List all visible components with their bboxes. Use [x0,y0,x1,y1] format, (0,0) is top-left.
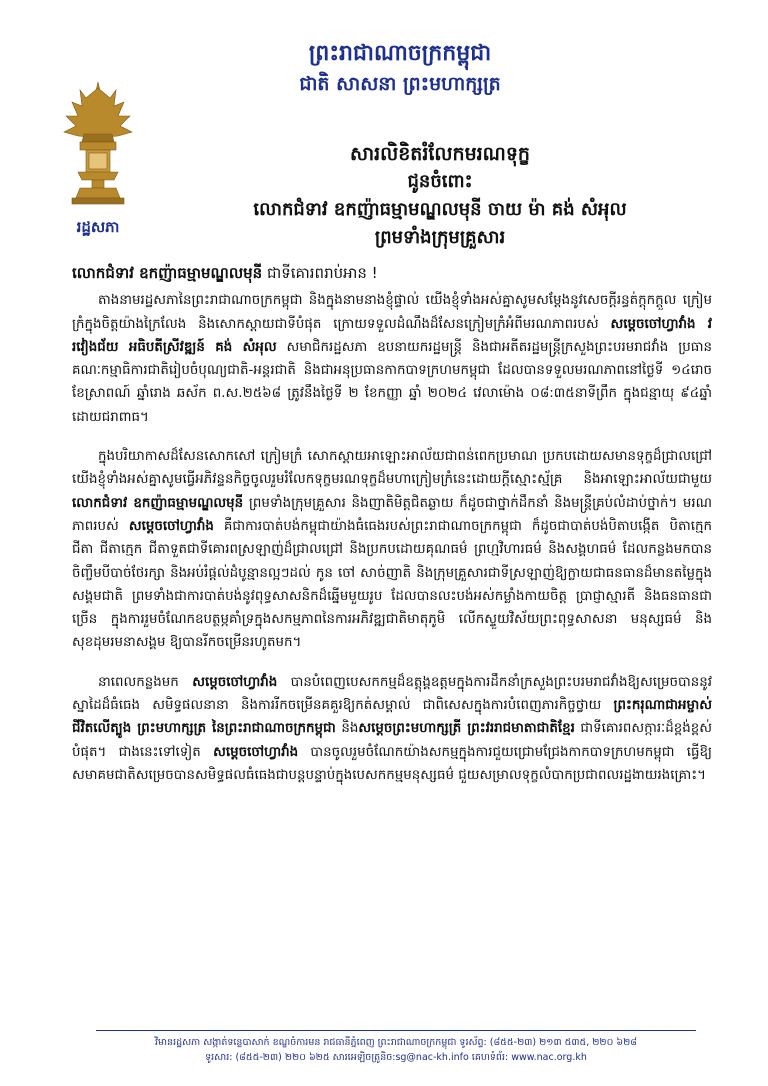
footer-address: វិមានរដ្ឋសភា សង្កាត់ទន្លេបាសាក់ ខណ្ឌចំការមន រាជធានីភ្នំពេញ ព្រះរាជាណាចក្រកម្ពុជា ទូរស័ព្ទ: (៨៥៥-២៣) ២១៣ ៥៣៥, ២២០ ៦២៨ [155,1037,637,1048]
salutation-name: លោកជំទាវ ឧកញ៉ាធម្មាមណ្ឌលមុនី [72,264,263,282]
paragraph-3-emphasis-queen: សម្តេចព្រះមហាក្សត្រី ព្រះវររាជមាតាជាតិខ្មែរ [358,721,575,737]
footer-contact: ទូរសារ: (៨៥៥-២៣) ២២០ ៦២៥ សារអេឡិចត្រូនិច:sg@nac-kh.info គេហទំព័រ: www.nac.org.kh [205,1052,587,1063]
paragraph-1-text-cont: សមាជិករដ្ឋសភា ឧបនាយករដ្ឋមន្ត្រី និងជាអតីតរដ្ឋមន្ត្រីក្រសួងព្រះបរមរាជវាំង ប្រធានគណៈកម្មាធិការជាតិរៀបចំបុណ្យជាតិ-អន្តរជាតិ និងជាអនុប្រធានកាកបាទក្រហមកម្ពុជា ដែលបានទទួលមរណភាពនៅថ្ងៃទី ១៤រោច ខែស្រាពណ៍ ឆ្នាំរោង ឆស័ក ព.ស.២៥៦៨ ត្រូវនឹងថ្ងៃទី ២ ខែកញ្ញា ឆ្នាំ ២០២៤ វេលាម៉ោង ០៨:៣៥នាទីព្រឹក ក្នុងជន្មាយុ ៩៤ឆ្នាំ ដោយជរាពាធ។ [72,339,712,425]
footer-divider [96,1030,696,1031]
recipient-name: លោកជំទាវ ឧកញ៉ាធម្មាមណ្ឌលមុនី ចាយ ម៉ា គង់ សំអុល [253,199,627,220]
letter-body [72,262,712,803]
salutation [72,262,712,285]
footer [96,1035,696,1065]
paragraph-3-text-mid: ជាទីគោរពសក្ការៈដ៏ខ្ពង់ខ្ពស់បំផុត។ ជាងនេះទៅទៀត [72,721,713,760]
letterhead [250,38,550,98]
paragraph-3 [72,671,712,787]
paragraph-3-text-cont: បានបំពេញបេសកកម្មដ៏ឧត្តុង្គឧត្តមក្នុងការដឹកនាំក្រសួងព្រះបរមរាជវាំងឱ្យសម្រេចបាននូវស្នាដៃដ៏ធំធេង សមិទ្ធផលនានា និងការរីកចម្រើនគគួរឱ្យកត់សម្គាល់ ជាពិសេសក្នុងការបំពេញភារកិច្ចថ្វាយ [72,674,712,714]
national-motto: ជាតិ សាសនា ព្រះមហាក្សត្រ [299,73,501,95]
paragraph-2-text-cont: ព្រមទាំងក្រុមគ្រួសារ និងញាតិមិត្តជិតឆ្ងាយ ក៏ដូចជាថ្នាក់ដឹកនាំ និងមន្ត្រីគ្រប់លំដាប់ថ្នាក់។ មរណភាពរបស់ [72,495,712,534]
paragraph-3-text-end: បានចូលរួមចំណែកយ៉ាងសកម្មក្នុងការជួយជ្រោមជ្រែងកាកបាទក្រហមកម្ពុជា ធ្វើឱ្យសមាគមជាតិសម្រេចបានសមិទ្ធផលធំធេងជាបន្តបន្ទាប់ក្នុងបេសកកម្មមនុស្សធម៌ ជួយសម្រាលទុក្ខលំបាកប្រជាពលរដ្ឋងាយរងគ្រោះ។ [72,744,712,783]
paragraph-3-emphasis: សម្តេចចៅហ្វាវាំង [192,674,278,690]
salutation-rest: ជាទីគោរពរាប់អាន ! [262,264,378,282]
paragraph-3-emphasis-king: ព្រះករុណាជាអម្ចាស់ជីវិតលើត្បូង ព្រះមហាក្សត្រ នៃព្រះរាជាណាចក្រកម្ពុជា [72,698,712,737]
paragraph-3-and: និង [335,721,359,737]
institution-label: រដ្ឋសភា [76,218,120,236]
paragraph-1 [72,289,712,429]
paragraph-3-text: នាពេលកន្លងមក [98,674,193,690]
paragraph-2-text: ក្នុងបរិយាកាសដ៏សែនសោកសៅ ក្រៀមក្រំ សោកស្តាយអាឡោះអាល័យជាពន់ពេកប្រមាណ ប្រកបដោយសមានទុក្ខដ៏ជ្រាលជ្រៅ យើងខ្ញុំទាំងអស់គ្នាសូមធ្វើអភិវន្ទនកិច្ចចូលរួមរំលែកទុក្ខមរណទុក្ខដ៏មហាក្រៀមក្រំនេះដោយក្តីស្មោះស្ម័គ្រ និងអាឡោះអាល័យជាមួយ [72,449,712,488]
paragraph-2-emphasis: លោកជំទាវ ឧកញ៉ាធម្មាមណ្ឌលមុនី [72,495,244,511]
royal-emblem-icon [58,80,138,210]
paragraph-2-text-end: គឺជាការបាត់បង់កម្ពុជាយ៉ាងធំធេងរបស់ព្រះរាជាណាចក្រកម្ពុជា ក៏ដូចជាបាត់បង់បិតាបង្កើត បិតាក្មេក ជីតា ជីតាក្មេក ជីតាទួតជាទីគោរពស្រឡាញ់ដ៏ជ្រាលជ្រៅ និងប្រកបដោយគុណធម៌ ព្រហ្មវិហារធម៌ និងសង្គហធម៌ ដែលកន្លងមកបានចិញ្ចឹមបីបាច់ថែរក្សា និងអប់រំផ្តល់ដំបូន្មានល្អៗដល់ កូន ចៅ សាច់ញាតិ និងក្រុមគ្រួសារជាទីស្រឡាញ់ឱ្យក្លាយជាធនធានដ៏មានតម្លៃក្នុងសង្គមជាតិ ព្រមទាំងជាការបាត់បង់នូវពុទ្ធសាសនិកដ៏ឆ្នើមមួយរូប ដែលបានលះបង់អស់កម្លាំងកាយចិត្ត ប្រាជ្ញាស្មារតី និងធនធានជាច្រើន ក្នុងការរួមចំណែកឧបត្ថម្ភគាំទ្រក្នុងសកម្មភាពនៃការអភិវឌ្ឍជាតិមាតុភូមិ លើកស្ទួយវិស័យព្រះពុទ្ធសាសនា មនុស្សធម៌ និងសុខដុមរមនាសង្គម ឱ្យបានរីកចម្រើនរហូតមក។ [72,518,712,651]
paragraph-3-emphasis-2: សម្តេចចៅហ្វាវាំង [213,744,299,760]
letter-title: សារលិខិតរំលែកមរណទុក្ខ [350,143,530,165]
paragraph-2-emphasis-2: សម្តេចចៅហ្វាវាំង [128,518,214,534]
kingdom-name: ព្រះរាជាណាចក្រកម្ពុជា [308,40,492,66]
paragraph-1-text: តាងនាមរដ្ឋសភានៃព្រះរាជាណាចក្រកម្ពុជា និងក្នុងនាមនាងខ្ញុំផ្ទាល់ យើងខ្ញុំទាំងអស់គ្នាសូមសម្តែងនូវសេចក្តីរន្ធត់ក្តុកក្តួល ក្រៀមក្រំក្នុងចិត្តយ៉ាងក្រៃលែង និងសោកស្តាយជាទីបំផុត ក្រោយទទួលដំណឹងដ៏សែនក្រៀមក្រំអំពីមរណភាពរបស់ [72,293,712,332]
addressed-to-label: ជូនចំពោះ [407,171,473,192]
recipient-family: ព្រមទាំងក្រុមគ្រួសារ [374,227,506,248]
paragraph-1-emphasis: សម្តេចចៅហ្វាវាំង វរវៀងជ័យ អធិបតីស្រីវឌ្ឍន៍ គង់ សំអុល [72,316,712,355]
paragraph-2 [72,445,712,655]
letter-heading [160,140,720,252]
